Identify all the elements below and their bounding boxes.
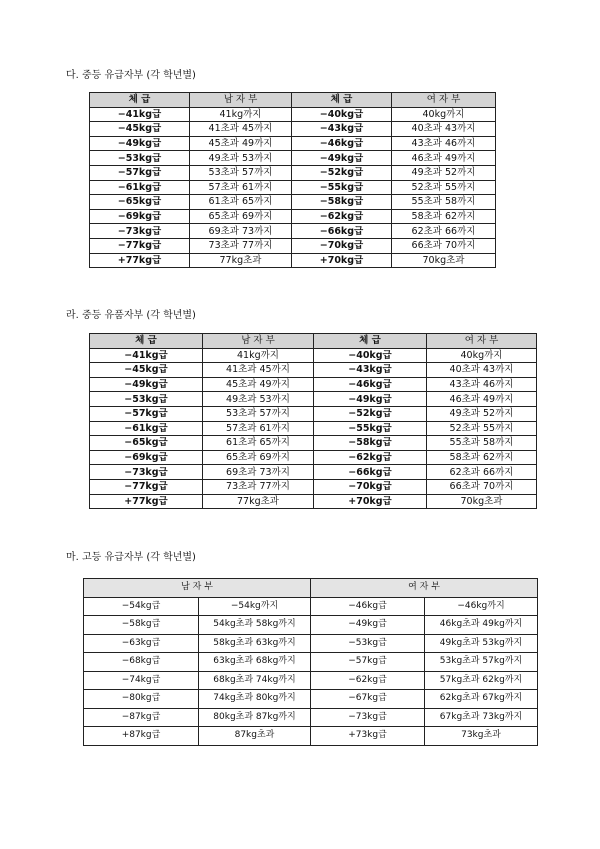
female-weight-range: 62kg초과 67kg까지 xyxy=(425,690,538,709)
section-title-ma: 마. 고등 유급자부 (각 학년별) xyxy=(66,552,196,563)
male-weight-class: −87kg급 xyxy=(84,708,199,727)
table-row xyxy=(90,224,496,239)
male-weight-range: 41kg까지 xyxy=(190,107,292,122)
male-weight-class: −57kg급 xyxy=(90,406,203,421)
male-weight-range: 49초과 53까지 xyxy=(190,151,292,166)
female-weight-range: 55초과 58까지 xyxy=(392,195,496,210)
table-row xyxy=(90,421,537,436)
female-weight-class: −49kg급 xyxy=(311,616,425,635)
female-weight-range: 46kg초과 49kg까지 xyxy=(425,616,538,635)
male-weight-class: −73kg급 xyxy=(90,465,203,480)
male-weight-class: −49kg급 xyxy=(90,377,203,392)
male-weight-range: 41kg까지 xyxy=(203,348,314,363)
header-weight-class-male: 체 급 xyxy=(90,93,190,108)
female-weight-class: −73kg급 xyxy=(311,708,425,727)
female-weight-class: −62kg급 xyxy=(314,450,427,465)
male-weight-class: −61kg급 xyxy=(90,421,203,436)
header-female-division: 여 자 부 xyxy=(392,93,496,108)
female-weight-class: −46kg급 xyxy=(311,597,425,616)
male-weight-range: 65초과 69까지 xyxy=(190,209,292,224)
female-weight-class: −46kg급 xyxy=(292,136,392,151)
female-weight-class: −52kg급 xyxy=(314,406,427,421)
female-weight-class: −66kg급 xyxy=(314,465,427,480)
male-weight-class: −69kg급 xyxy=(90,209,190,224)
header-female-division: 여 자 부 xyxy=(311,579,538,598)
male-weight-class: −68kg급 xyxy=(84,653,199,672)
male-weight-range: 73초과 77까지 xyxy=(203,479,314,494)
female-weight-range: 40kg까지 xyxy=(392,107,496,122)
male-weight-class: −45kg급 xyxy=(90,363,203,378)
male-weight-range: 69초과 73까지 xyxy=(203,465,314,480)
table-row xyxy=(84,708,538,727)
female-weight-class: −57kg급 xyxy=(311,653,425,672)
male-weight-class: −57kg급 xyxy=(90,165,190,180)
male-weight-class: −63kg급 xyxy=(84,634,199,653)
section-title-ra: 라. 중등 유품자부 (각 학년별) xyxy=(66,310,196,321)
female-weight-range: −46kg까지 xyxy=(425,597,538,616)
header-male-division: 남 자 부 xyxy=(190,93,292,108)
table-row xyxy=(90,195,496,210)
male-weight-range: 57초과 61까지 xyxy=(203,421,314,436)
male-weight-class: −77kg급 xyxy=(90,238,190,253)
male-weight-class: −73kg급 xyxy=(90,224,190,239)
male-weight-range: 45초과 49까지 xyxy=(190,136,292,151)
female-weight-class: +70kg급 xyxy=(314,494,427,509)
female-weight-range: 66초과 70까지 xyxy=(392,238,496,253)
weight-class-table-ma xyxy=(83,578,538,746)
male-weight-range: 41초과 45까지 xyxy=(190,122,292,137)
header-weight-class-female: 체 급 xyxy=(292,93,392,108)
table-row xyxy=(90,180,496,195)
female-weight-range: 62초과 66까지 xyxy=(392,224,496,239)
header-weight-class-male: 체 급 xyxy=(90,334,203,349)
table-row xyxy=(90,348,537,363)
male-weight-class: +77kg급 xyxy=(90,253,190,268)
female-weight-range: 49kg초과 53kg까지 xyxy=(425,634,538,653)
female-weight-range: 52초과 55까지 xyxy=(392,180,496,195)
table-row xyxy=(84,616,538,635)
weight-class-table-ra xyxy=(89,333,537,509)
female-weight-class: −43kg급 xyxy=(314,363,427,378)
female-weight-range: 57kg초과 62kg까지 xyxy=(425,671,538,690)
male-weight-range: 49초과 53까지 xyxy=(203,392,314,407)
female-weight-range: 58초과 62까지 xyxy=(427,450,537,465)
female-weight-class: −40kg급 xyxy=(314,348,427,363)
female-weight-class: −53kg급 xyxy=(311,634,425,653)
female-weight-range: 58초과 62까지 xyxy=(392,209,496,224)
table-row xyxy=(90,465,537,480)
male-weight-class: +77kg급 xyxy=(90,494,203,509)
female-weight-class: −70kg급 xyxy=(314,479,427,494)
male-weight-range: 65초과 69까지 xyxy=(203,450,314,465)
male-weight-range: 41초과 45까지 xyxy=(203,363,314,378)
female-weight-range: 43초과 46까지 xyxy=(392,136,496,151)
female-weight-range: 62초과 66까지 xyxy=(427,465,537,480)
header-male-division: 남 자 부 xyxy=(203,334,314,349)
male-weight-class: −69kg급 xyxy=(90,450,203,465)
male-weight-range: 69초과 73까지 xyxy=(190,224,292,239)
table-row xyxy=(90,136,496,151)
header-male-division: 남 자 부 xyxy=(84,579,311,598)
table-row xyxy=(84,727,538,746)
female-weight-range: 66초과 70까지 xyxy=(427,479,537,494)
male-weight-class: +87kg급 xyxy=(84,727,199,746)
female-weight-class: −62kg급 xyxy=(311,671,425,690)
male-weight-range: 54kg초과 58kg까지 xyxy=(199,616,311,635)
table-row xyxy=(84,634,538,653)
table-row xyxy=(90,165,496,180)
female-weight-range: 40초과 43까지 xyxy=(392,122,496,137)
male-weight-class: −65kg급 xyxy=(90,195,190,210)
female-weight-class: −55kg급 xyxy=(314,421,427,436)
table-header-row xyxy=(90,93,496,108)
table-row xyxy=(90,436,537,451)
male-weight-class: −65kg급 xyxy=(90,436,203,451)
female-weight-class: −49kg급 xyxy=(292,151,392,166)
female-weight-range: 46초과 49까지 xyxy=(392,151,496,166)
table-row xyxy=(90,406,537,421)
weight-class-table-da xyxy=(89,92,496,268)
male-weight-range: 61초과 65까지 xyxy=(190,195,292,210)
female-weight-range: 43초과 46까지 xyxy=(427,377,537,392)
male-weight-range: 87kg초과 xyxy=(199,727,311,746)
section-title-da: 다. 중등 유급자부 (각 학년별) xyxy=(66,70,196,81)
female-weight-class: −46kg급 xyxy=(314,377,427,392)
table-row xyxy=(90,392,537,407)
header-female-division: 여 자 부 xyxy=(427,334,537,349)
female-weight-class: −58kg급 xyxy=(314,436,427,451)
female-weight-class: +70kg급 xyxy=(292,253,392,268)
table-row xyxy=(90,494,537,509)
male-weight-range: 58kg초과 63kg까지 xyxy=(199,634,311,653)
male-weight-range: 77kg초과 xyxy=(190,253,292,268)
table-row xyxy=(90,107,496,122)
male-weight-class: −54kg급 xyxy=(84,597,199,616)
female-weight-class: −66kg급 xyxy=(292,224,392,239)
female-weight-range: 67kg초과 73kg까지 xyxy=(425,708,538,727)
female-weight-class: −70kg급 xyxy=(292,238,392,253)
female-weight-range: 70kg초과 xyxy=(392,253,496,268)
male-weight-class: −61kg급 xyxy=(90,180,190,195)
female-weight-class: −55kg급 xyxy=(292,180,392,195)
table-header-row xyxy=(90,334,537,349)
female-weight-class: −67kg급 xyxy=(311,690,425,709)
male-weight-range: 53초과 57까지 xyxy=(190,165,292,180)
header-weight-class-female: 체 급 xyxy=(314,334,427,349)
male-weight-range: 80kg초과 87kg까지 xyxy=(199,708,311,727)
male-weight-range: 53초과 57까지 xyxy=(203,406,314,421)
male-weight-range: 74kg초과 80kg까지 xyxy=(199,690,311,709)
table-row xyxy=(84,597,538,616)
female-weight-range: 70kg초과 xyxy=(427,494,537,509)
male-weight-class: −74kg급 xyxy=(84,671,199,690)
table-row xyxy=(84,690,538,709)
table-row xyxy=(90,479,537,494)
table-row xyxy=(90,122,496,137)
male-weight-range: −54kg까지 xyxy=(199,597,311,616)
table-row xyxy=(90,377,537,392)
female-weight-range: 53kg초과 57kg까지 xyxy=(425,653,538,672)
table-row xyxy=(90,238,496,253)
male-weight-class: −45kg급 xyxy=(90,122,190,137)
female-weight-class: −40kg급 xyxy=(292,107,392,122)
female-weight-range: 73kg초과 xyxy=(425,727,538,746)
female-weight-range: 49초과 52까지 xyxy=(392,165,496,180)
male-weight-class: −49kg급 xyxy=(90,136,190,151)
table-row xyxy=(90,253,496,268)
male-weight-class: −58kg급 xyxy=(84,616,199,635)
table-row xyxy=(90,151,496,166)
female-weight-range: 40초과 43까지 xyxy=(427,363,537,378)
female-weight-class: −43kg급 xyxy=(292,122,392,137)
male-weight-class: −41kg급 xyxy=(90,107,190,122)
table-row xyxy=(90,450,537,465)
female-weight-range: 55초과 58까지 xyxy=(427,436,537,451)
female-weight-range: 52초과 55까지 xyxy=(427,421,537,436)
table-row xyxy=(90,209,496,224)
male-weight-range: 73초과 77까지 xyxy=(190,238,292,253)
male-weight-range: 77kg초과 xyxy=(203,494,314,509)
female-weight-range: 49초과 52까지 xyxy=(427,406,537,421)
male-weight-range: 68kg초과 74kg까지 xyxy=(199,671,311,690)
female-weight-class: −58kg급 xyxy=(292,195,392,210)
table-row xyxy=(84,671,538,690)
male-weight-class: −77kg급 xyxy=(90,479,203,494)
male-weight-class: −53kg급 xyxy=(90,392,203,407)
male-weight-range: 45초과 49까지 xyxy=(203,377,314,392)
female-weight-range: 40kg까지 xyxy=(427,348,537,363)
table-row xyxy=(90,363,537,378)
male-weight-class: −41kg급 xyxy=(90,348,203,363)
female-weight-class: −62kg급 xyxy=(292,209,392,224)
male-weight-range: 61초과 65까지 xyxy=(203,436,314,451)
female-weight-range: 46초과 49까지 xyxy=(427,392,537,407)
female-weight-class: +73kg급 xyxy=(311,727,425,746)
table-row xyxy=(84,653,538,672)
male-weight-class: −80kg급 xyxy=(84,690,199,709)
table-header-row xyxy=(84,579,538,598)
female-weight-class: −49kg급 xyxy=(314,392,427,407)
male-weight-range: 57초과 61까지 xyxy=(190,180,292,195)
male-weight-class: −53kg급 xyxy=(90,151,190,166)
male-weight-range: 63kg초과 68kg까지 xyxy=(199,653,311,672)
female-weight-class: −52kg급 xyxy=(292,165,392,180)
